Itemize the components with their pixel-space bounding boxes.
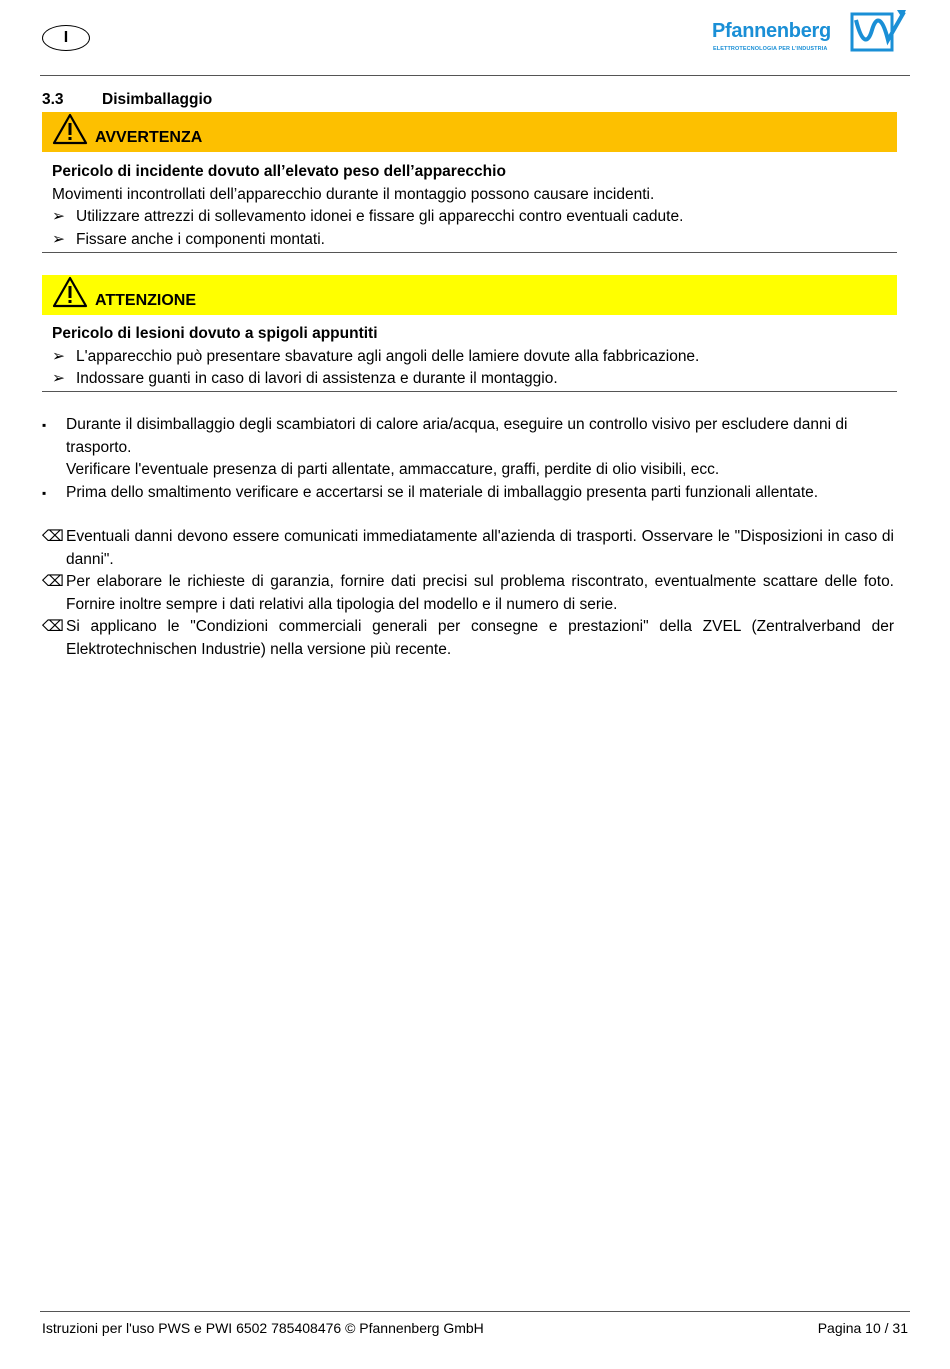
arrow-bullet-icon: ➢ — [52, 230, 65, 248]
logo-wave-icon — [850, 10, 908, 54]
note-pointer-icon: ⌫ — [42, 528, 64, 545]
note-item — [42, 526, 894, 571]
caution-label: ATTENZIONE — [95, 292, 197, 309]
note-text: Si applicano le "Condizioni commerciali generali per consegne e prestazioni" della ZVEL (Zentralverband der Elektrotechnischen Industrie) nella versione più recente. — [66, 618, 894, 658]
note-list — [42, 526, 894, 661]
note-text: Per elaborare le richieste di garanzia, fornire dati precisi sul problema riscontrato, eventualmente scattare delle foto. Fornire inoltre sempre i dati relativi alla tipologia del modello e il numero di serie. — [66, 573, 894, 613]
note-pointer-icon: ⌫ — [42, 618, 64, 635]
bullet-text: Durante il disimballaggio degli scambiatori di calore aria/acqua, eseguire un controllo visivo per escludere danni di trasporto. — [66, 416, 848, 456]
footer-divider — [40, 1311, 910, 1312]
section-title: Disimballaggio — [102, 91, 213, 108]
warning-item — [52, 206, 897, 229]
square-bullet-icon — [42, 482, 66, 505]
bullet-text: Prima dello smaltimento verificare e accertarsi se il materiale di imballaggio presenta parti funzionali allentate. — [66, 483, 819, 501]
warning-divider — [42, 252, 897, 253]
caution-title: Pericolo di lesioni dovuto a spigoli appuntiti — [52, 325, 378, 342]
note-pointer-icon: ⌫ — [42, 573, 64, 590]
logo-tagline: ELETTROTECNOLOGIA PER L'INDUSTRIA — [713, 46, 828, 52]
warning-title: Pericolo di incidente dovuto all’elevato peso dell’apparecchio — [52, 163, 506, 180]
warning-item-text: Utilizzare attrezzi di sollevamento idonei e fissare gli apparecchi contro eventuali cadute. — [76, 208, 684, 225]
arrow-bullet-icon: ➢ — [52, 208, 65, 225]
warning-text: Movimenti incontrollati dell’apparecchio durante il montaggio possono causare incidenti. — [52, 185, 655, 203]
square-bullet-icon — [42, 414, 66, 482]
caution-item-text: L'apparecchio può presentare sbavature agli angoli delle lamiere dovute alla fabbricazione. — [76, 347, 700, 365]
caution-divider — [42, 391, 897, 392]
caution-banner — [42, 275, 897, 315]
note-item — [42, 616, 894, 661]
pfannenberg-logo — [712, 10, 908, 56]
language-badge: I — [42, 25, 90, 51]
caution-item — [52, 346, 897, 369]
header-divider — [40, 75, 910, 76]
footer-page-number: Pagina 10 / 31 — [817, 1320, 908, 1336]
bullet-item — [42, 482, 904, 505]
arrow-bullet-icon: ➢ — [52, 347, 65, 365]
warning-label: AVVERTENZA — [95, 129, 203, 146]
logo-wordmark: Pfannenberg — [712, 20, 831, 42]
warning-banner — [42, 112, 897, 152]
section-heading — [42, 91, 212, 109]
caution-item-text: Indossare guanti in caso di lavori di assistenza e durante il montaggio. — [76, 370, 558, 387]
bullet-text: Verificare l'eventuale presenza di parti allentate, ammaccature, graffi, perdite di olio visibili, ecc. — [66, 461, 720, 478]
arrow-bullet-icon: ➢ — [52, 370, 65, 387]
warning-item — [52, 229, 897, 252]
warning-item-text: Fissare anche i componenti montati. — [76, 230, 325, 248]
bullet-item — [42, 414, 904, 482]
warning-content — [52, 161, 897, 251]
caution-content — [52, 323, 897, 391]
bullet-list — [42, 414, 904, 504]
warning-triangle-icon — [52, 276, 88, 308]
caution-item — [52, 368, 897, 391]
footer-document-info: Istruzioni per l'uso PWS e PWI 6502 785408476 © Pfannenberg GmbH — [42, 1320, 484, 1336]
warning-triangle-icon — [52, 113, 88, 145]
note-item — [42, 571, 894, 616]
note-text: Eventuali danni devono essere comunicati immediatamente all'azienda di trasporti. Osservare le "Disposizioni in caso di danni". — [66, 528, 894, 568]
section-number: 3.3 — [42, 91, 64, 108]
